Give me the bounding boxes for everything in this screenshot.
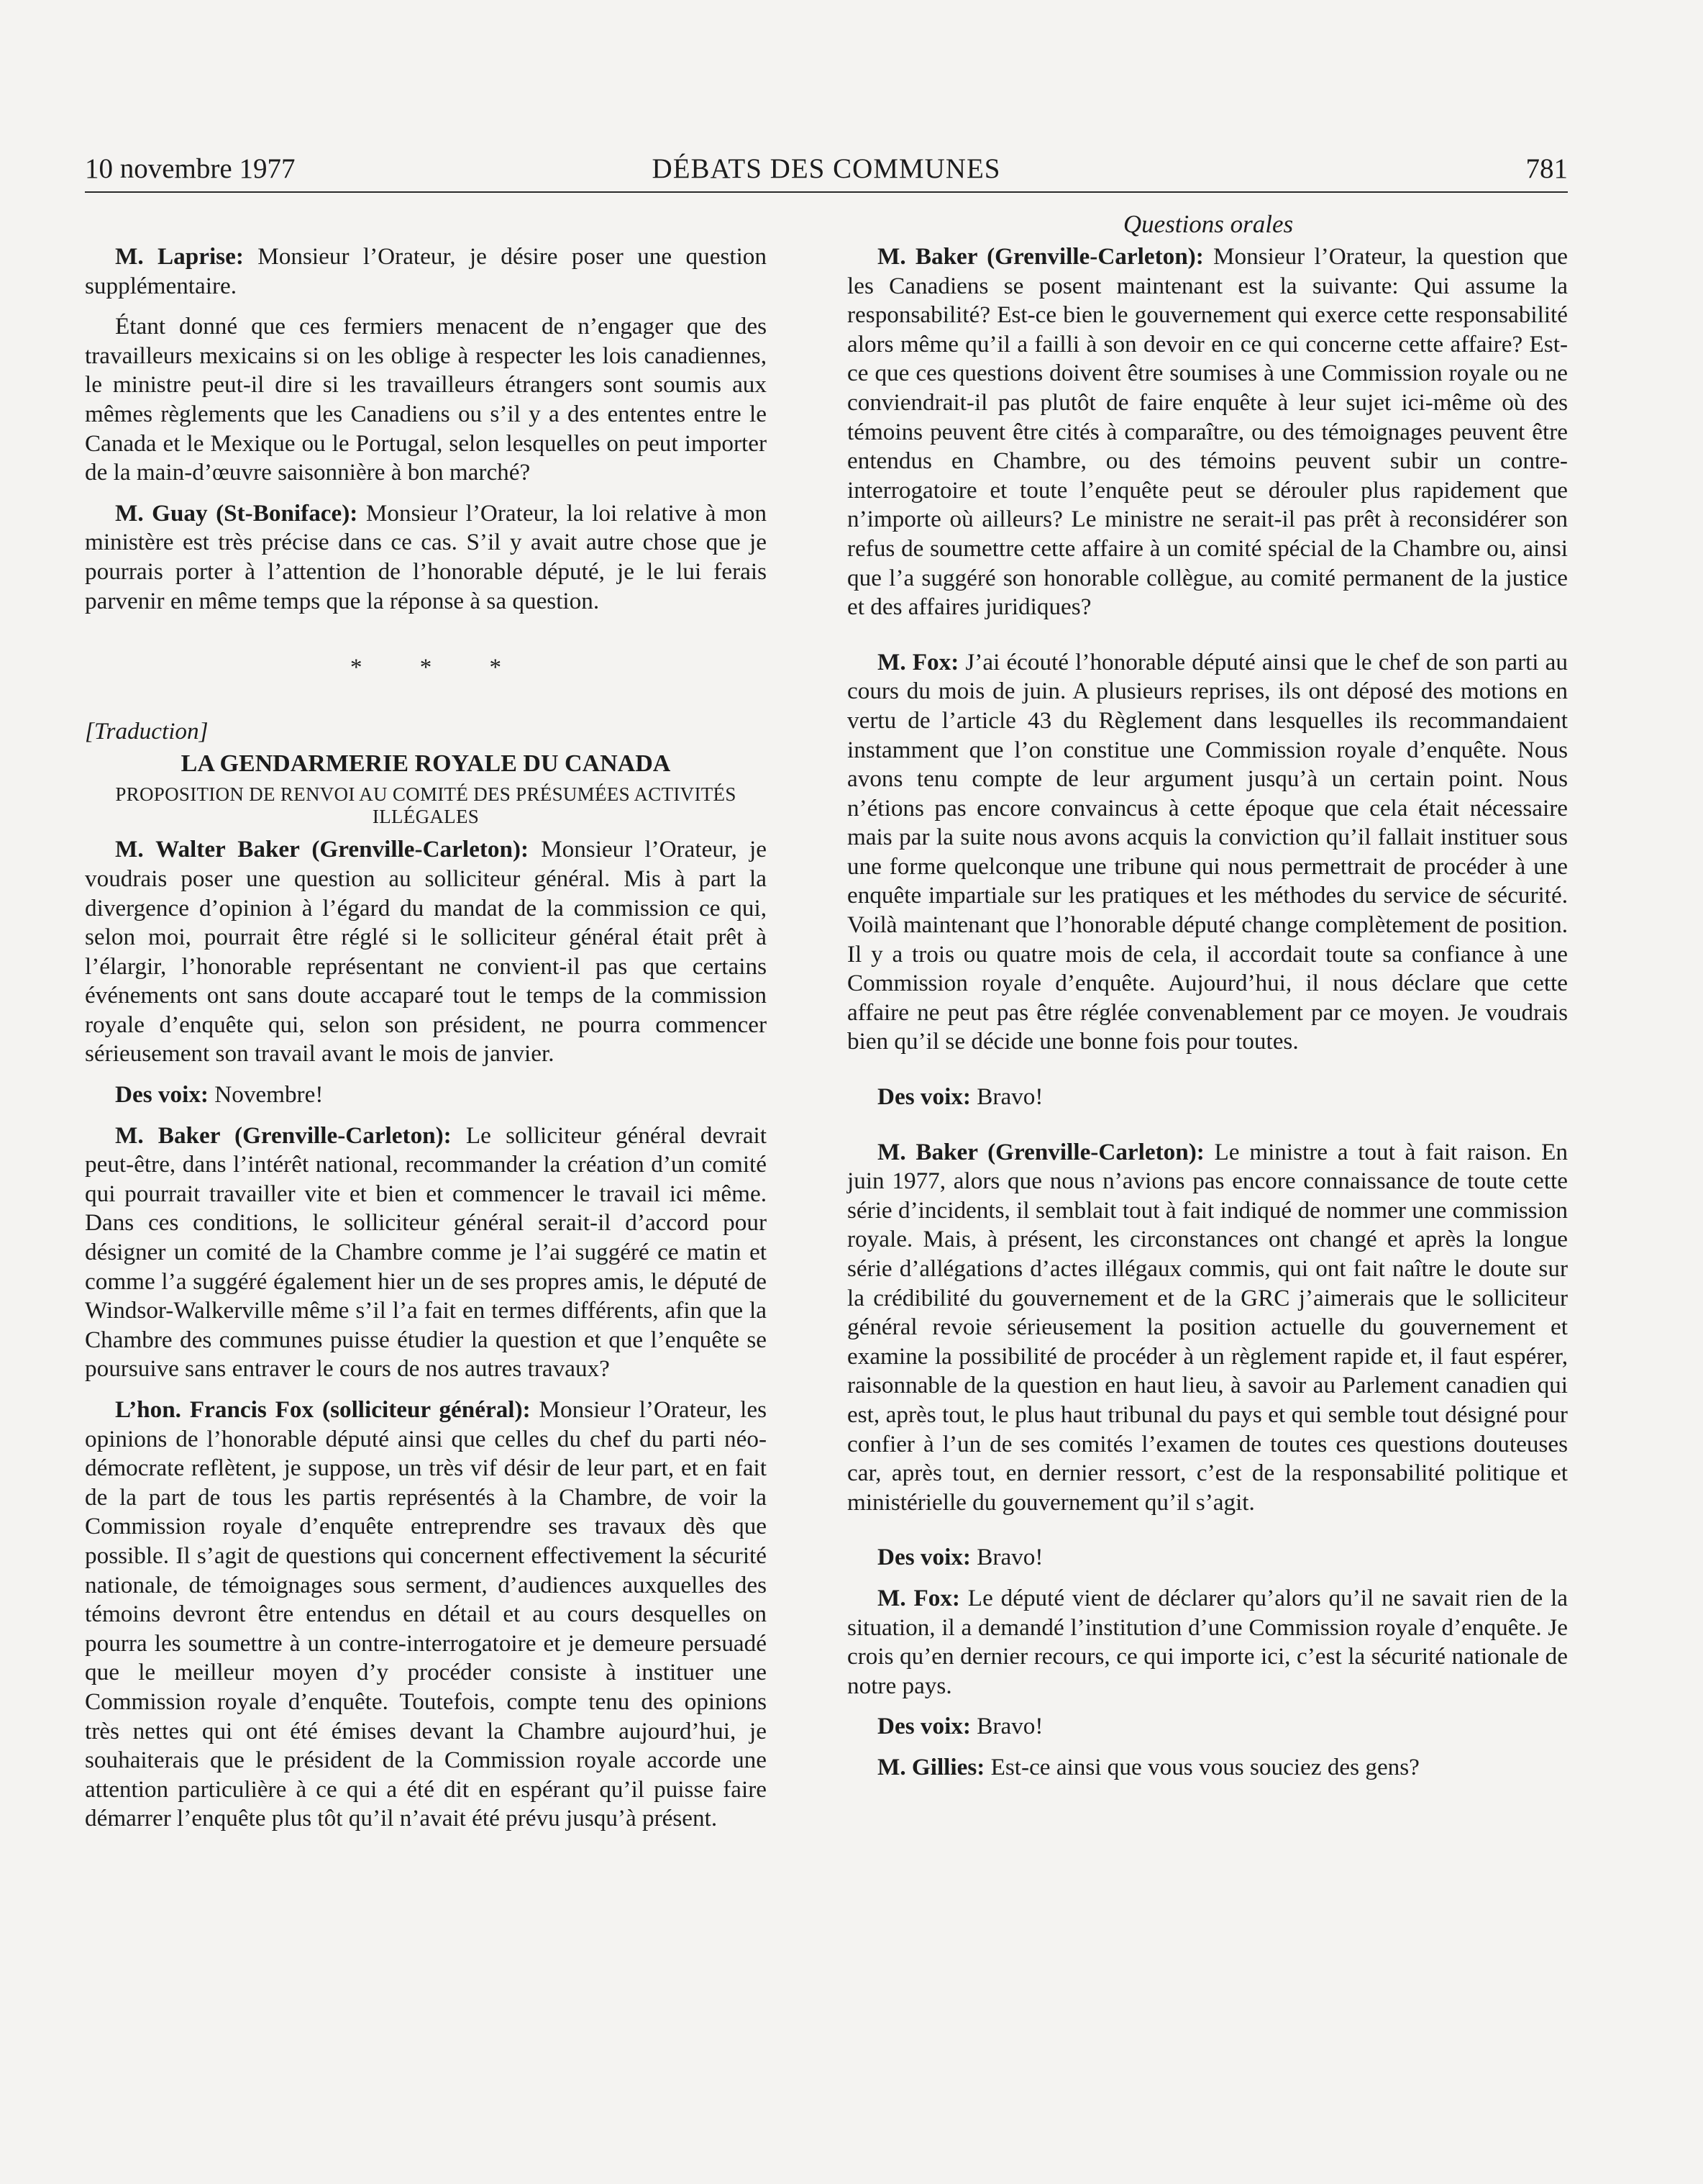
- speech-text: Novembre!: [208, 1081, 324, 1109]
- paragraph: [85, 1396, 767, 1834]
- speech-text: Le solliciteur général devrait peut-être, dans l’intérêt national, recommander la création d’un comité qui pourrait travailler vite et bien et commencer le travail ici même. Dans ces conditions, le solliciteur général serait-il d’accord pour désigner un comité de la Chambre comme je l’ai suggéré ce matin et comme l’a suggéré également hier un de ses propres amis, le député de Windsor-Walkerville même s’il l’a fait en termes différents, afin que la Chambre des communes puisse étudier la question et que l’enquête se poursuive sans entraver le cours de nos autres travaux?: [85, 1121, 767, 1383]
- speaker-name: M. Baker (Grenville-Carleton):: [115, 1121, 452, 1149]
- translation-note: [Traduction]: [85, 717, 209, 745]
- speech-text: Monsieur l’Orateur, la loi relative à mon ministère est très précise dans ce cas. S’il y avait autre chose que je pourrais porter à l’attention de l’honorable député, je le lui ferais parvenir en même temps que la réponse à sa question.: [85, 499, 767, 614]
- left-column: [85, 242, 767, 1834]
- paragraph: [847, 1138, 1568, 1518]
- paragraph: [847, 1712, 1568, 1742]
- speaker-name: Des voix:: [877, 1083, 971, 1111]
- paragraph: [85, 1080, 767, 1110]
- speaker-name: Des voix:: [877, 1713, 971, 1740]
- paragraph: [847, 242, 1568, 622]
- section-running-head: Questions orales: [1123, 210, 1294, 238]
- speech-text: Monsieur l’Orateur, je désire poser une question supplémentaire.: [85, 243, 767, 299]
- speaker-name: M. Fox:: [877, 1584, 960, 1611]
- speech-text: Le député vient de déclarer qu’alors qu’il ne savait rien de la situation, il a demandé l’institution d’une Commission royale d’enquête. Je crois qu’en dernier recours, ce qui importe ici, c’est la sécurité nationale de notre pays.: [847, 1584, 1568, 1699]
- speech-text: Bravo!: [970, 1713, 1044, 1740]
- speech-text: Est-ce ainsi que vous vous souciez des gens?: [985, 1753, 1420, 1780]
- right-column: [847, 242, 1568, 1783]
- section-title: LA GENDARMERIE ROYALE DU CANADA: [181, 750, 671, 778]
- paragraph: [847, 1753, 1568, 1783]
- section-separator: * * *: [350, 655, 527, 681]
- speech-text: Étant donné que ces fermiers menacent de n’engager que des travailleurs mexicains si on les oblige à respecter les lois canadiennes, le ministre peut-il dire si les travailleurs étrangers sont soumis aux mêmes règlements que les Canadiens ou s’il y a des ententes entre le Canada et le Mexique ou le Portugal, selon lesquelles on peut importer de la main-d’œuvre saisonnière à bon marché?: [85, 313, 767, 486]
- speaker-name: M. Baker (Grenville-Carleton):: [877, 243, 1204, 270]
- speech-text: Monsieur l’Orateur, je voudrais poser une question au solliciteur général. Mis à part la divergence d’opinion à l’égard du mandat de la commission ce qui, selon moi, pourrait être réglé si le solliciteur général était prêt à l’élargir, l’honorable représentant ne convient-il pas que certains événements ont sans doute accaparé tout le temps de la commission royale d’enquête qui, selon son président, ne pourra commencer sérieusement son travail avant le mois de janvier.: [85, 836, 767, 1068]
- speech-text: Monsieur l’Orateur, les opinions de l’honorable député ainsi que celles du chef du parti néo-démocrate reflètent, je suppose, un très vif désir de leur part, et en fait de la part de tous les partis représentés à la Chambre, de voir la Commission royale d’enquête entreprendre ses travaux dès que possible. Il s’agit de questions qui concernent effectivement la sécurité nationale, de témoignages sous serment, d’audiences auxquelles des témoins devront être entendus en détail et au cours desquelles on pourra les soumettre à un contre-interrogatoire et je demeure persuadé que le meilleur moyen d’y procéder consiste à instituer une Commission royale d’enquête. Toutefois, compte tenu des opinions très nettes qui ont été émises devant la Chambre aujourd’hui, je souhaiterais que le président de la Commission royale accorde une attention particulière à ce qui a été dit en espérant qu’il puisse faire démarrer l’enquête plus tôt qu’il n’avait été prévu jusqu’à présent.: [85, 1396, 767, 1832]
- header-page-number: 781: [1525, 153, 1568, 184]
- speaker-name: Des voix:: [115, 1081, 209, 1109]
- speaker-name: M. Fox:: [877, 648, 959, 675]
- speech-text: Bravo!: [970, 1083, 1044, 1111]
- page-header: [85, 151, 1568, 193]
- header-title: DÉBATS DES COMMUNES: [652, 153, 1001, 184]
- paragraph: [85, 499, 767, 616]
- section-subtitle: PROPOSITION DE RENVOI AU COMITÉ DES PRÉSUMÉES ACTIVITÉS ILLÉGALES: [115, 783, 736, 828]
- speech-text: Le ministre a tout à fait raison. En juin 1977, alors que nous n’avions pas encore connaissance de toute cette série d’incidents, il semblait tout à fait indiqué de nommer une commission royale. Mais, à présent, les circonstances ont changé et après la longue série d’allégations d’actes illégaux commis, qui ont fait naître le doute sur la crédibilité du gouvernement et de la GRC j’aimerais que le solliciteur général revoie sérieusement la position actuelle du gouvernement et examine la possibilité de procéder à un règlement rapide et, il faut espérer, raisonnable de la question en haut lieu, à savoir au Parlement canadien qui est, après tout, le plus haut tribunal du pays et qui semble tout désigné pour confier à l’un de ses comités l’examen de toutes ces questions douteuses car, après tout, en dernier ressort, c’est de la responsabilité politique et ministérielle du gouvernement qu’il s’agit.: [847, 1138, 1568, 1516]
- speaker-name: L’hon. Francis Fox (solliciteur général):: [115, 1396, 531, 1423]
- paragraph: [85, 835, 767, 1069]
- speaker-name: M. Baker (Grenville-Carleton):: [877, 1138, 1205, 1165]
- header-date: 10 novembre 1977: [85, 153, 296, 184]
- paragraph: [85, 1121, 767, 1384]
- paragraph: [847, 1083, 1568, 1112]
- speaker-name: M. Walter Baker (Grenville-Carleton):: [115, 836, 529, 863]
- speech-text: J’ai écouté l’honorable député ainsi que le chef de son parti au cours du mois de juin. A plusieurs reprises, ils ont déposé des motions en vertu de l’article 43 du Règlement dans lesquelles ils recommandaient instamment que l’on constitue une Commission royale d’enquête. Nous avons tenu compte de leur argument jusqu’à un certain point. Nous n’étions pas encore convaincus à cette époque que cela était nécessaire mais par la suite nous avons acquis la conviction qu’il fallait instituer sous une forme quelconque une tribune qui nous permettrait de procéder à une enquête impartiale sur les pratiques et les méthodes du service de sécurité. Voilà maintenant que l’honorable député change complètement de position. Il y a trois ou quatre mois de cela, il accordait toute sa confiance à une Commission royale d’enquête. Aujourd’hui, il nous déclare que cette affaire ne peut pas être réglée convenablement par ce moyen. Je voudrais bien qu’il se décide une bonne fois pour toutes.: [847, 648, 1568, 1055]
- speech-text: Bravo!: [970, 1544, 1044, 1571]
- speaker-name: M. Laprise:: [115, 243, 244, 270]
- paragraph: [847, 648, 1568, 1057]
- paragraph: [847, 1543, 1568, 1573]
- paragraph: [847, 1584, 1568, 1701]
- paragraph: [85, 312, 767, 488]
- speaker-name: M. Gillies:: [877, 1753, 985, 1780]
- paragraph: [85, 242, 767, 301]
- speaker-name: M. Guay (St-Boniface):: [115, 499, 358, 527]
- speaker-name: Des voix:: [877, 1544, 971, 1571]
- speech-text: Monsieur l’Orateur, la question que les Canadiens se posent maintenant est la suivante: Qui assume la responsabilité? Est-ce bien le gouvernement qui exerce cette responsabilité alors même qu’il a failli à son devoir en ce qui concerne cette affaire? Est-ce que ces questions doivent être soumises à une Commission royale ou ne conviendrait-il pas plutôt de faire enquête à leur sujet ici-même où des témoins peuvent être cités à comparaître, ou des témoignages peuvent être entendus en Chambre, ou des témoins peuvent subir un contre-interrogatoire et toute l’enquête peut se dérouler plus rapidement que n’importe où ailleurs? Le ministre ne serait-il pas prêt à reconsidérer son refus de soumettre cette affaire à un comité spécial de la Chambre ou, ainsi que l’a suggéré son honorable collègue, au comité permanent de la justice et des affaires juridiques?: [847, 243, 1568, 621]
